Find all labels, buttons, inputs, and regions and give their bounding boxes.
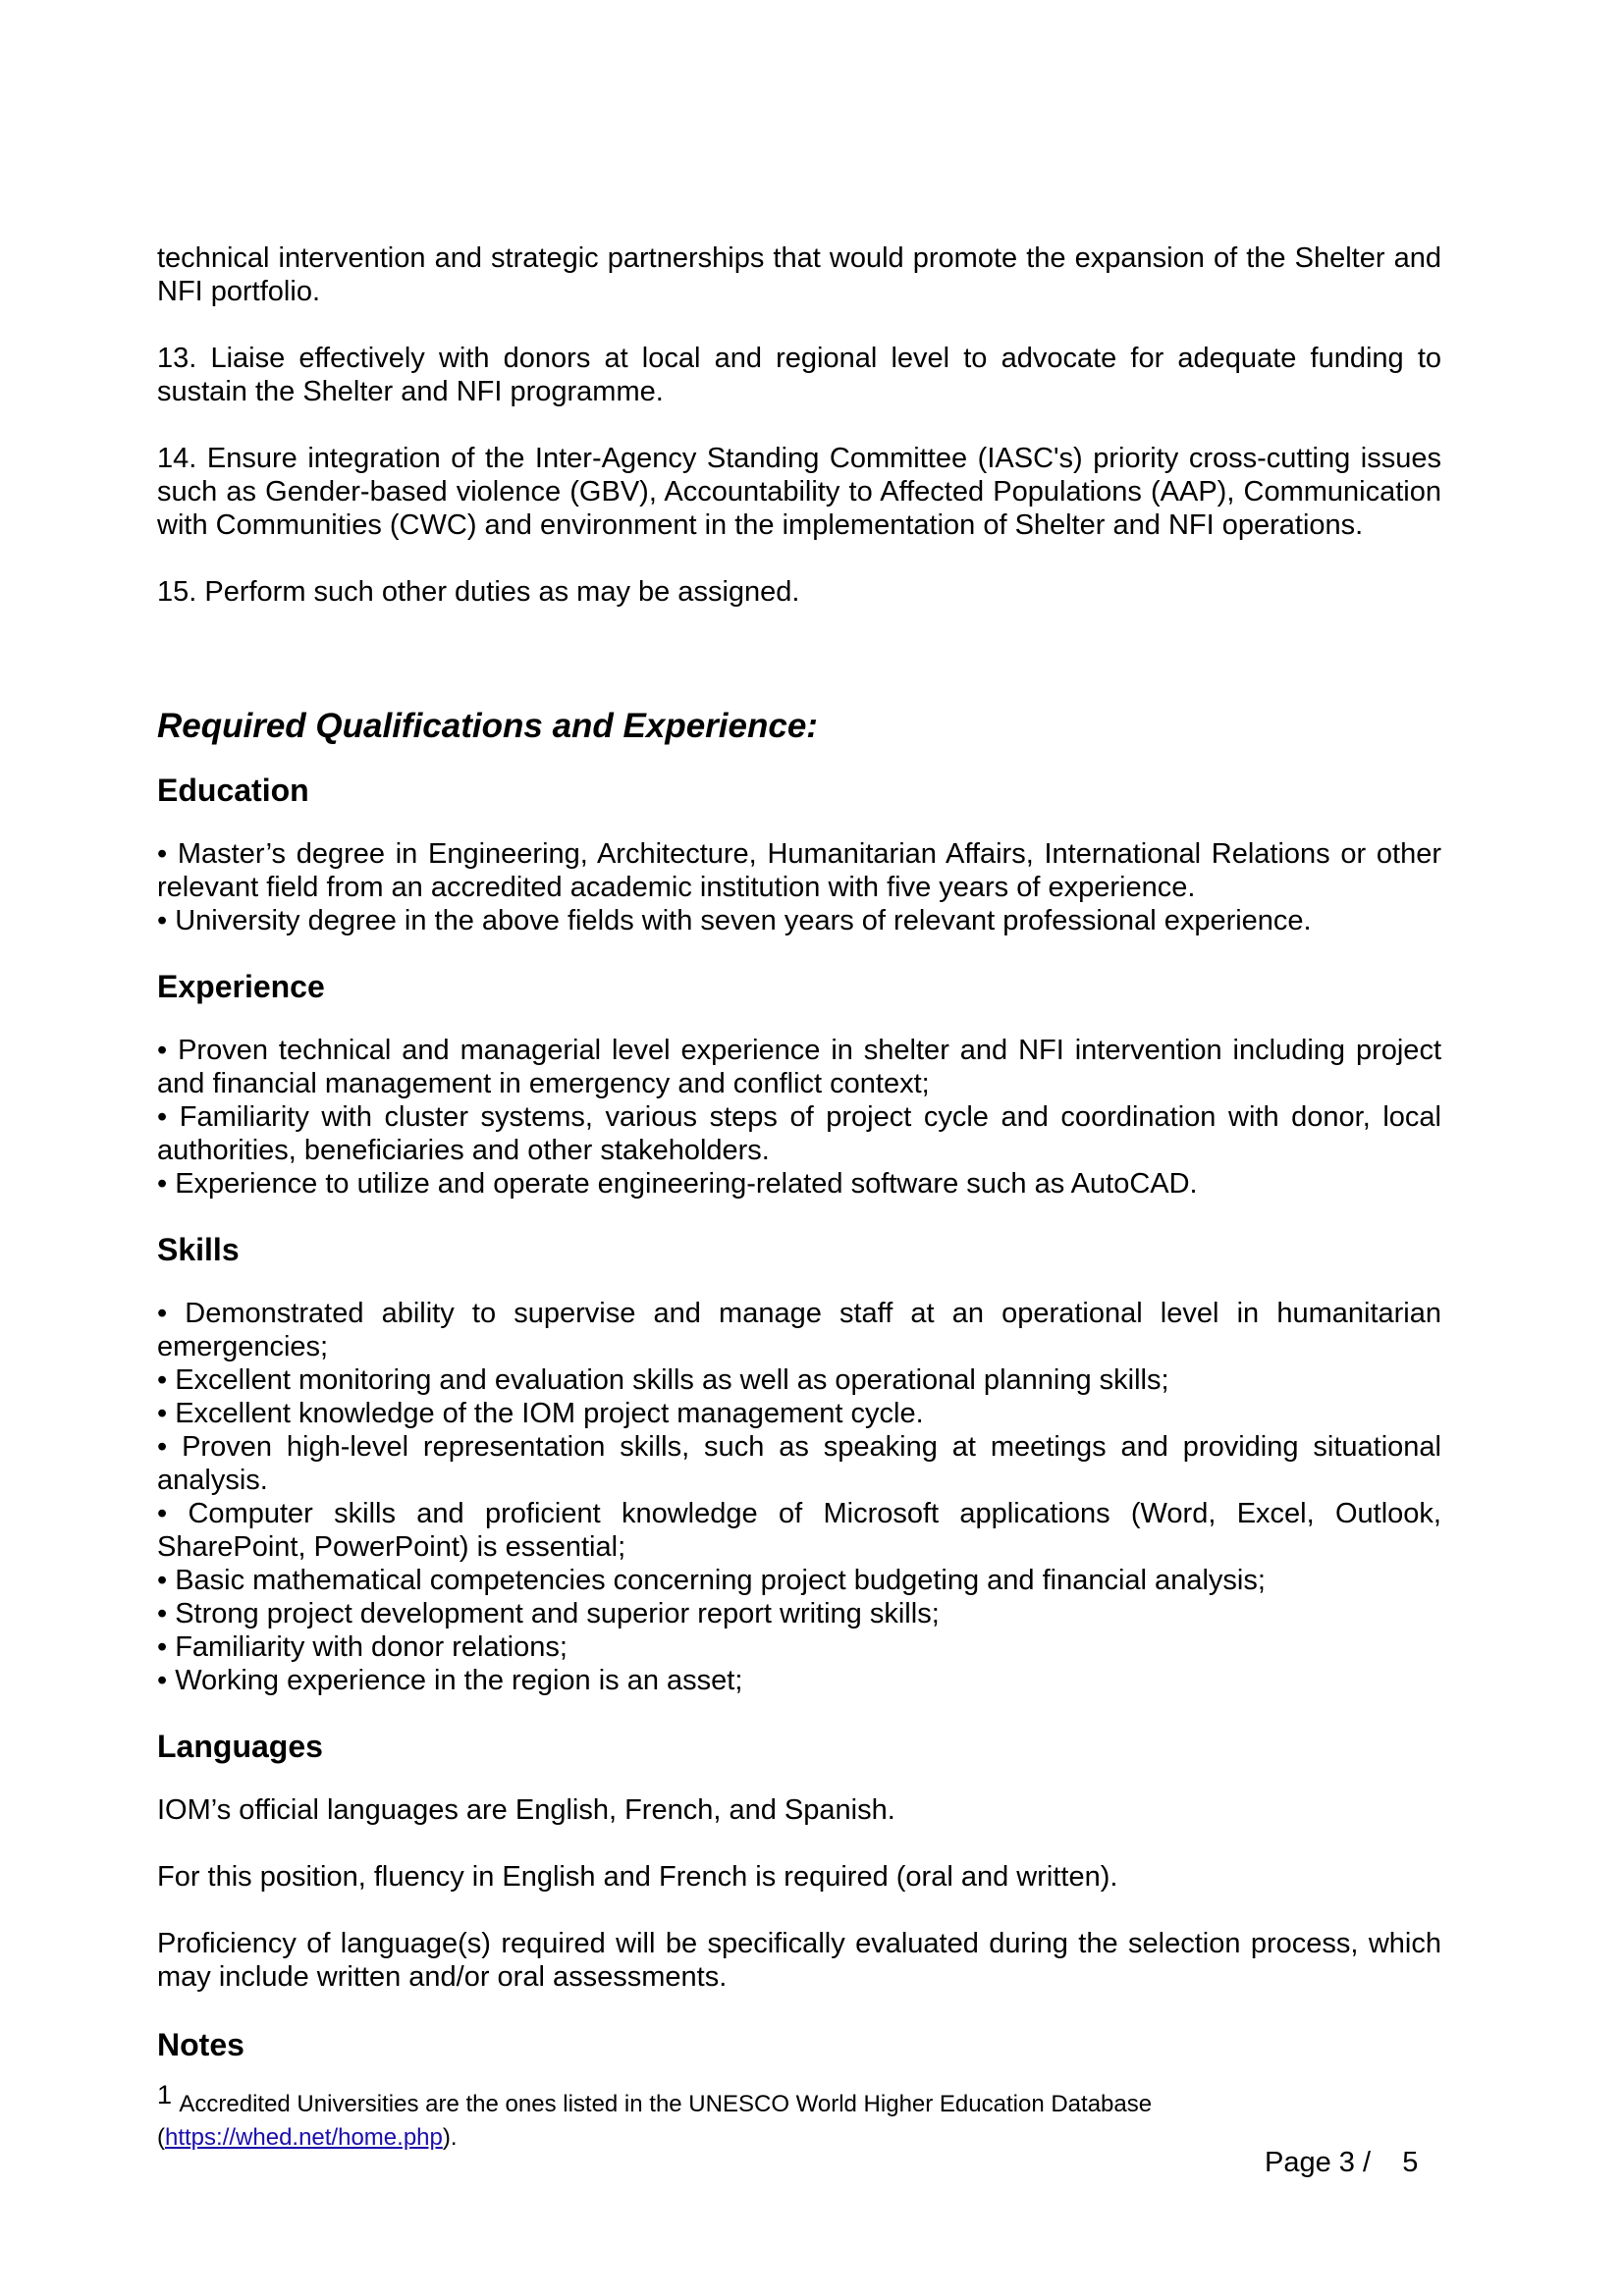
skills-list: [157, 1297, 1441, 1697]
languages-requirement: For this position, fluency in English and French is required (oral and written).: [157, 1861, 1118, 1893]
heading-notes: Notes: [157, 2027, 244, 2062]
heading-experience: Experience: [157, 969, 325, 1004]
footnote: [157, 2080, 1441, 2155]
experience-item: • Proven technical and managerial level experience in shelter and NFI intervention including project and financial management in emergency and conflict context;: [157, 1035, 1441, 1099]
whed-link[interactable]: https://whed.net/home.php: [165, 2124, 443, 2151]
languages-official: IOM’s official languages are English, French, and Spanish.: [157, 1794, 895, 1826]
page-number: Page 3 / 5: [1265, 2147, 1419, 2178]
paragraph-item-13: 13. Liaise effectively with donors at local and regional level to advocate for adequate funding to sustain the Shelter and NFI programme.: [157, 343, 1441, 407]
heading-skills: Skills: [157, 1232, 240, 1267]
skills-item: • Demonstrated ability to supervise and manage staff at an operational level in humanitarian emergencies;: [157, 1298, 1441, 1362]
skills-item: • Basic mathematical competencies concerning project budgeting and financial analysis;: [157, 1565, 1266, 1596]
languages-evaluation: Proficiency of language(s) required will be specifically evaluated during the selection process, which may include written and/or oral assessments.: [157, 1928, 1441, 1993]
page-content: [157, 241, 1441, 2155]
experience-item: • Familiarity with cluster systems, various steps of project cycle and coordination with donor, local authorities, beneficiaries and other stakeholders.: [157, 1101, 1441, 1166]
skills-item: • Proven high-level representation skills, such as speaking at meetings and providing situational analysis.: [157, 1431, 1441, 1496]
skills-item: • Excellent monitoring and evaluation skills as well as operational planning skills;: [157, 1364, 1169, 1396]
education-item: • University degree in the above fields with seven years of relevant professional experience.: [157, 905, 1312, 936]
experience-item: • Experience to utilize and operate engineering-related software such as AutoCAD.: [157, 1168, 1198, 1200]
paragraph-item-15: 15. Perform such other duties as may be assigned.: [157, 576, 800, 608]
footnote-close-paren: ).: [442, 2124, 458, 2151]
skills-item: • Computer skills and proficient knowledge of Microsoft applications (Word, Excel, Outlook, SharePoint, PowerPoint) is essential;: [157, 1498, 1441, 1563]
footnote-line-2: [157, 2121, 1441, 2155]
section-title-qualifications: Required Qualifications and Experience:: [157, 707, 818, 745]
footnote-text: Accredited Universities are the ones listed in the UNESCO World Higher Education Database: [179, 2091, 1153, 2117]
skills-item: • Excellent knowledge of the IOM project management cycle.: [157, 1398, 924, 1429]
education-item: • Master’s degree in Engineering, Architecture, Humanitarian Affairs, International Relations or other relevant field from an accredited academic institution with five years of experience.: [157, 838, 1441, 903]
footnote-marker: 1: [157, 2080, 173, 2109]
footnote-line-1: [157, 2080, 1441, 2121]
heading-languages: Languages: [157, 1729, 323, 1764]
paragraph-item-14: 14. Ensure integration of the Inter-Agency Standing Committee (IASC's) priority cross-cutting issues such as Gender-based violence (GBV), Accountability to Affected Populations (AAP), Communication with Communities (CWC) and environment in the implementation of Shelter and NFI operations.: [157, 443, 1441, 541]
education-list: [157, 837, 1441, 937]
skills-item: • Familiarity with donor relations;: [157, 1631, 568, 1663]
experience-list: [157, 1034, 1441, 1201]
footnote-open-paren: (: [157, 2124, 165, 2151]
skills-item: • Working experience in the region is an asset;: [157, 1665, 743, 1696]
paragraph-portfolio: technical intervention and strategic partnerships that would promote the expansion of the Shelter and NFI portfolio.: [157, 242, 1441, 307]
skills-item: • Strong project development and superior report writing skills;: [157, 1598, 940, 1629]
heading-education: Education: [157, 773, 309, 808]
